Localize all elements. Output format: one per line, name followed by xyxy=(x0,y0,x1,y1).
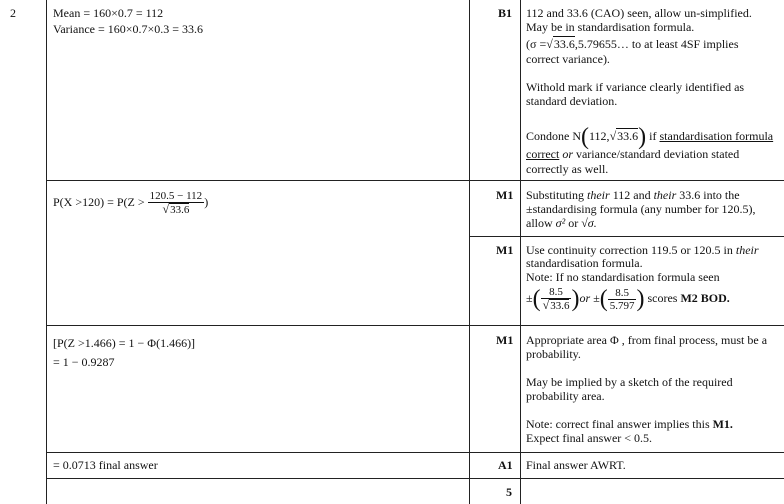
cc-fraction-1-denominator xyxy=(541,299,572,312)
sub-their-1: their xyxy=(587,188,610,202)
paren-close: ) xyxy=(636,286,645,312)
guidance-m1-cc-line2: standardisation formula. xyxy=(526,256,643,270)
sub-b: 112 and xyxy=(612,188,651,202)
guidance-b1-line3 xyxy=(526,37,739,51)
cc-fraction-2-numerator: 8.5 xyxy=(608,287,637,300)
guidance-m1-sub-line2: ±standardising formula (any number for 120.5), xyxy=(526,202,756,216)
cc-fraction-1-numerator: 8.5 xyxy=(541,286,572,299)
paren-open: ( xyxy=(532,286,541,312)
work-variance: Variance = 160×0.7×0.3 = 33.6 xyxy=(53,22,204,36)
guidance-m1-cc-line1 xyxy=(526,243,759,257)
grid-line-h-row1-bottom xyxy=(46,180,784,181)
grid-line-h-row2-bottom xyxy=(469,236,784,237)
note-mark: M1. xyxy=(712,417,733,431)
work-mean: Mean = 160×0.7 = 112 xyxy=(53,6,164,20)
sqrt-33-6: 33.6 xyxy=(170,204,190,216)
condone-or: or xyxy=(562,147,573,161)
mark-m1-area: M1 xyxy=(496,333,514,347)
sub-c: 33.6 into the xyxy=(679,188,740,202)
sqrt-33-6: 33.6 xyxy=(550,300,570,312)
mark-a1: A1 xyxy=(498,458,513,472)
work-subtract: = 1 − 0.9287 xyxy=(53,355,115,369)
scores-text: scores xyxy=(647,290,678,305)
guidance-m1-area-line2: probability. xyxy=(526,347,581,361)
guidance-a1: Final answer AWRT. xyxy=(526,458,626,472)
total-marks: 5 xyxy=(506,485,512,499)
condone-arg-a: 112, xyxy=(589,128,610,143)
prob-prefix: P(X >120) = P(Z > xyxy=(53,194,145,209)
guidance-m1-area-line4: probability area. xyxy=(526,389,605,403)
grid-line-v-mark-right xyxy=(520,0,521,504)
condone-arg-sqrt: 33.6 xyxy=(617,128,639,143)
cc-fraction-2 xyxy=(608,287,637,312)
condone-rest: variance/standard deviation stated xyxy=(575,147,740,161)
guidance-b1-line4: correct variance). xyxy=(526,52,610,66)
sqrt-sign: √ xyxy=(609,128,617,143)
guidance-m1-sub-line1 xyxy=(526,188,740,202)
guidance-b1-line2: May be in standardisation formula. xyxy=(526,20,695,34)
guidance-m1-area-line6: Expect final answer < 0.5. xyxy=(526,431,653,445)
or-text: or xyxy=(568,216,579,230)
pm-sign: ± xyxy=(526,290,533,305)
guidance-m1-cc-line3: Note: If no standardisation formula seen xyxy=(526,270,720,284)
prob-suffix: ) xyxy=(204,194,209,209)
paren-open: ( xyxy=(599,286,608,312)
paren-close: ) xyxy=(571,286,580,312)
cc-fraction-1 xyxy=(541,286,572,312)
guidance-b1-condone-3: correctly as well. xyxy=(526,162,609,176)
guidance-b1-line1: 112 and 33.6 (CAO) seen, allow un-simplified. xyxy=(526,6,752,20)
grid-line-h-row5-bottom xyxy=(46,478,784,479)
condone-if: if xyxy=(649,128,657,143)
guidance-m1-area-line1: Appropriate area Φ , from final process, must be a xyxy=(526,333,768,347)
question-number: 2 xyxy=(10,6,16,20)
sub-their-2: their xyxy=(653,188,677,202)
guidance-b1-condone-2 xyxy=(526,147,739,161)
allow-text: allow xyxy=(526,216,553,230)
guidance-m1-area-line3: May be implied by a sketch of the required xyxy=(526,375,733,389)
grid-line-v-work-right xyxy=(469,0,470,504)
paren-close: ) xyxy=(638,124,647,150)
note-text: Note: correct final answer implies this xyxy=(526,417,710,431)
mark-b1: B1 xyxy=(498,6,513,20)
work-probability-standardise xyxy=(53,190,208,216)
condone-underlined-2: correct xyxy=(526,147,560,161)
guidance-m1-area-line5 xyxy=(526,417,733,431)
fraction-numerator: 120.5 − 112 xyxy=(149,190,203,202)
guidance-b1-withold-2: standard deviation. xyxy=(526,94,618,108)
guidance-b1-withold-1: Withold mark if variance clearly identified as xyxy=(526,80,745,94)
cc-their: their xyxy=(735,243,759,257)
grid-line-h-row4-bottom xyxy=(46,452,784,453)
guidance-b1-condone xyxy=(526,125,773,149)
mark-m1-substitute: M1 xyxy=(496,188,514,202)
guidance-m1-sub-line3 xyxy=(526,216,597,230)
work-phi: [P(Z >1.466) = 1 − Φ(1.466)] xyxy=(53,336,196,350)
grid-line-h-row3-bottom xyxy=(46,325,784,326)
standardise-fraction xyxy=(148,190,205,216)
condone-prefix: Condone N xyxy=(526,128,581,143)
condone-underlined-1: standardisation formula xyxy=(659,128,774,143)
fraction-denominator xyxy=(148,203,205,216)
sub-a: Substituting xyxy=(526,188,585,202)
sigma-prefix: (σ = xyxy=(526,37,547,51)
sqrt-sign: √ xyxy=(542,298,550,312)
guidance-m1-cc-fractions xyxy=(526,286,730,312)
sqrt-33-6: 33.6 xyxy=(553,37,575,51)
cc-a: Use continuity correction 119.5 or 120.5 in xyxy=(526,243,733,257)
cc-fraction-2-denominator: 5.797 xyxy=(609,299,635,312)
sqrt-sign: √ xyxy=(546,37,553,51)
mark-m1-continuity: M1 xyxy=(496,243,514,257)
cc-or: or ± xyxy=(579,290,600,305)
sigma-squared: σ² xyxy=(555,216,566,230)
paren-open: ( xyxy=(581,124,589,150)
sigma-suffix: ,5.79655… to at least 4SF implies xyxy=(574,37,739,51)
scores-mark: M2 BOD. xyxy=(680,290,730,305)
sqrt-sigma: √σ. xyxy=(581,216,597,230)
grid-line-v-work-left xyxy=(46,0,47,504)
work-final-answer: = 0.0713 final answer xyxy=(53,458,158,472)
sqrt-sign: √ xyxy=(162,202,170,216)
